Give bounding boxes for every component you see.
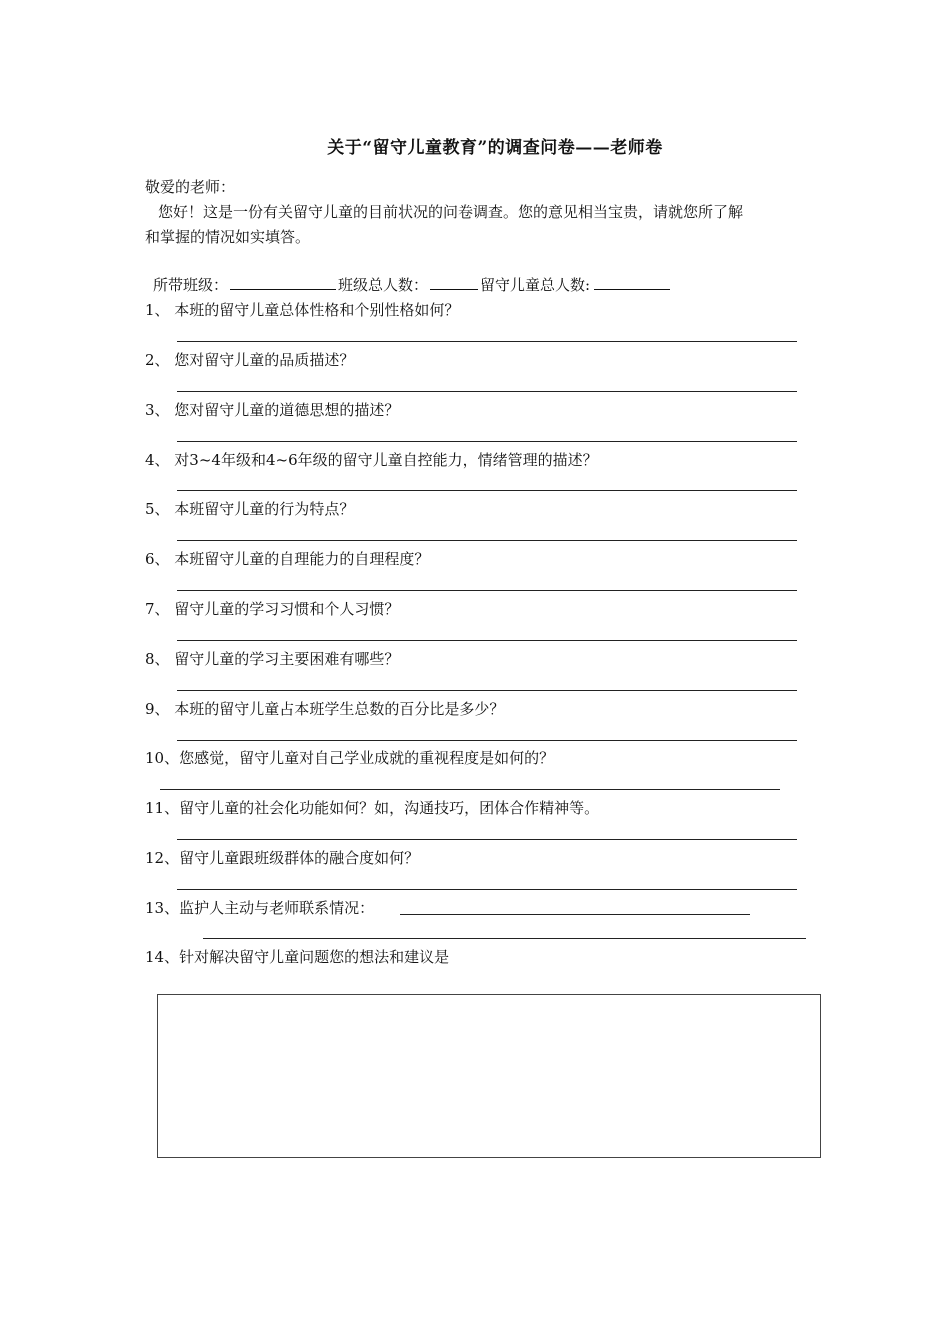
answer-line-7[interactable] bbox=[177, 640, 797, 641]
question-6: 6、 本班留守儿童的自理能力的自理程度？ bbox=[145, 550, 430, 568]
answer-line-4[interactable] bbox=[177, 490, 797, 491]
question-14: 14、针对解决留守儿童问题您的想法和建议是 bbox=[145, 948, 450, 966]
question-8: 8、 留守儿童的学习主要困难有哪些？ bbox=[145, 650, 400, 668]
page-title: 关于“留守儿童教育”的调查问卷——老师卷 bbox=[327, 138, 663, 158]
question-13: 13、监护人主动与老师联系情况： bbox=[145, 899, 375, 917]
intro-line-1: 您好！这是一份有关留守儿童的目前状况的问卷调查。您的意见相当宝贵，请就您所了解 bbox=[158, 203, 744, 221]
answer-line-12[interactable] bbox=[177, 889, 797, 890]
answer-line-11[interactable] bbox=[177, 839, 797, 840]
answer-line-13[interactable] bbox=[203, 938, 806, 939]
answer-line-3[interactable] bbox=[177, 441, 797, 442]
left-behind-total-label: 留守儿童总人数: bbox=[480, 276, 591, 294]
question-10: 10、您感觉，留守儿童对自己学业成就的重视程度是如何的？ bbox=[145, 749, 555, 767]
answer-line-8[interactable] bbox=[177, 690, 797, 691]
intro-line-2: 和掌握的情况如实填答。 bbox=[145, 228, 311, 246]
total-students-field[interactable] bbox=[430, 275, 478, 290]
question-4: 4、 对3~4年级和4~6年级的留守儿童自控能力，情绪管理的描述？ bbox=[145, 451, 598, 469]
suggestions-box[interactable] bbox=[157, 994, 821, 1158]
guardian-contact-inline-field[interactable] bbox=[400, 914, 750, 915]
info-row bbox=[153, 275, 672, 294]
total-students-label: 班级总人数： bbox=[338, 276, 429, 294]
question-1: 1、 本班的留守儿童总体性格和个别性格如何？ bbox=[145, 301, 460, 319]
question-7: 7、 留守儿童的学习习惯和个人习惯？ bbox=[145, 600, 400, 618]
greeting: 敬爱的老师： bbox=[145, 178, 236, 196]
answer-line-1[interactable] bbox=[177, 341, 797, 342]
question-12: 12、留守儿童跟班级群体的融合度如何？ bbox=[145, 849, 420, 867]
class-field[interactable] bbox=[230, 275, 336, 290]
class-label: 所带班级： bbox=[153, 276, 229, 294]
answer-line-5[interactable] bbox=[177, 540, 797, 541]
answer-line-2[interactable] bbox=[177, 391, 797, 392]
answer-line-10[interactable] bbox=[160, 789, 780, 790]
question-9: 9、 本班的留守儿童占本班学生总数的百分比是多少？ bbox=[145, 700, 505, 718]
left-behind-total-field[interactable] bbox=[594, 275, 670, 290]
question-2: 2、 您对留守儿童的品质描述？ bbox=[145, 351, 355, 369]
question-3: 3、 您对留守儿童的道德思想的描述？ bbox=[145, 401, 400, 419]
question-11: 11、留守儿童的社会化功能如何？如，沟通技巧，团体合作精神等。 bbox=[145, 799, 600, 817]
answer-line-6[interactable] bbox=[177, 590, 797, 591]
answer-line-9[interactable] bbox=[177, 740, 797, 741]
question-5: 5、 本班留守儿童的行为特点？ bbox=[145, 500, 355, 518]
